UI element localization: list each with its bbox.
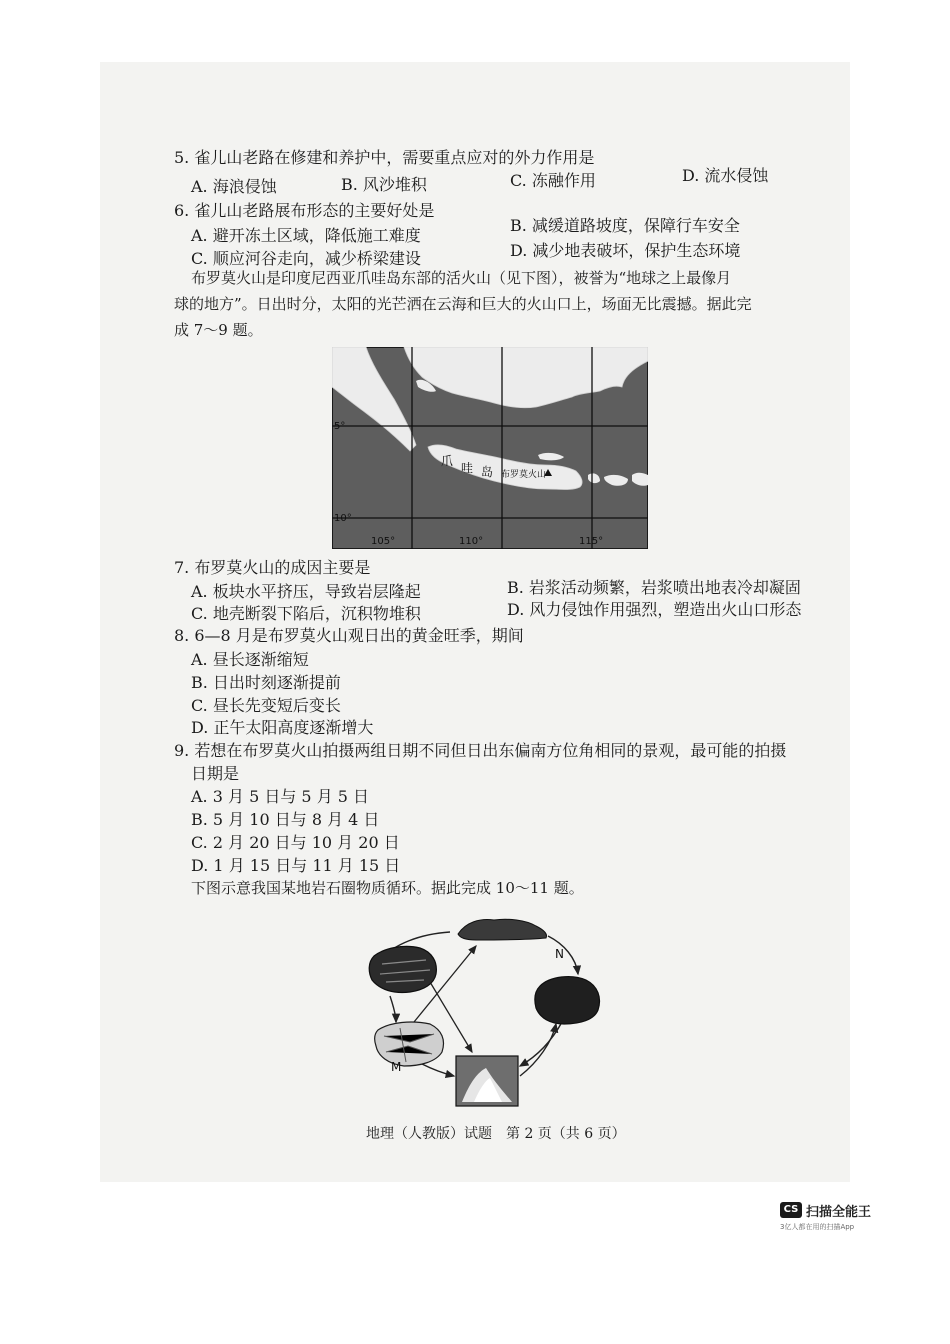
q7-option-a: A. 板块水平挤压，导致岩层隆起 [191, 582, 421, 601]
q9-stem-line2: 日期是 [191, 764, 240, 783]
arrow-m-to-magma [422, 1064, 454, 1076]
q5-option-c: C. 冻融作用 [510, 171, 596, 190]
q5-option-b: B. 风沙堆积 [341, 175, 427, 194]
q6-option-a: A. 避开冻土区域，降低施工难度 [191, 226, 421, 245]
map-lat-10-label: 10° [334, 513, 352, 524]
q5-option-d: D. 流水侵蚀 [682, 166, 769, 185]
camscanner-tagline: 3亿人都在用的扫描App [780, 1223, 855, 1231]
arrow-right-to-magma [520, 1022, 562, 1066]
q7-option-c: C. 地壳断裂下陷后，沉积物堆积 [191, 604, 421, 623]
q6-option-b: B. 减缓道路坡度，保障行车安全 [510, 216, 740, 235]
arrow-left-to-m [390, 996, 396, 1022]
camscanner-name: 扫描全能王 [806, 1205, 872, 1220]
igneous-rock [535, 977, 600, 1024]
cycle-label-n: N [555, 947, 564, 961]
sediment-rock [458, 919, 547, 940]
sedimentary-rock [369, 946, 436, 992]
camscanner-logo-icon: CS [780, 1202, 802, 1218]
rock-cycle-diagram [350, 912, 620, 1110]
map-lon-115-label: 115° [579, 536, 604, 547]
q8-option-a: A. 昼长逐渐缩短 [191, 650, 309, 669]
passage2: 下图示意我国某地岩石圈物质循环。据此完成 10～11 题。 [191, 879, 584, 897]
q7-option-b: B. 岩浆活动频繁，岩浆喷出地表冷却凝固 [507, 578, 801, 597]
metamorphic-rock [375, 1022, 444, 1066]
map-island-char-3: 岛 [481, 465, 494, 479]
map-lon-105-label: 105° [371, 536, 396, 547]
q7-option-d: D. 风力侵蚀作用强烈，塑造出火山口形态 [507, 600, 802, 619]
q8-stem: 8. 6—8 月是布罗莫火山观日出的黄金旺季，期间 [174, 626, 524, 645]
arrow-magma-to-right [520, 1024, 556, 1076]
cycle-label-m: M [391, 1060, 402, 1074]
passage1-line3: 成 7～9 题。 [174, 321, 263, 339]
map-lon-110-label: 110° [459, 536, 484, 547]
map-island-char-1: 爪 [441, 454, 454, 468]
map-lat-5-label: 5° [334, 421, 346, 432]
q5-stem: 5. 雀儿山老路在修建和养护中，需要重点应对的外力作用是 [174, 148, 595, 167]
page-footer: 地理（人教版）试题 第 2 页（共 6 页） [366, 1126, 626, 1142]
q6-stem: 6. 雀儿山老路展布形态的主要好处是 [174, 201, 435, 220]
q6-option-d: D. 减少地表破坏，保护生态环境 [510, 241, 741, 260]
q8-option-d: D. 正午太阳高度逐渐增大 [191, 718, 374, 737]
q6-option-c: C. 顺应河谷走向，减少桥梁建设 [191, 249, 421, 268]
q5-option-a: A. 海浪侵蚀 [191, 177, 277, 196]
map-island-char-2: 哇 [461, 461, 474, 475]
q9-option-c: C. 2 月 20 日与 10 月 20 日 [191, 833, 400, 852]
q9-stem-line1: 9. 若想在布罗莫火山拍摄两组日期不同但日出东偏南方位角相同的景观，最可能的拍摄 [174, 741, 787, 760]
q9-option-d: D. 1 月 15 日与 11 月 15 日 [191, 856, 401, 875]
q7-stem: 7. 布罗莫火山的成因主要是 [174, 558, 371, 577]
passage1-line1: 布罗莫火山是印度尼西亚爪哇岛东部的活火山（见下图），被誉为“地球之上最像月 [191, 269, 732, 287]
q9-option-a: A. 3 月 5 日与 5 月 5 日 [191, 787, 370, 806]
passage1-line2: 球的地方”。日出时分，太阳的光芒洒在云海和巨大的火山口上，场面无比震撼。据此完 [174, 295, 752, 313]
q8-option-c: C. 昼长先变短后变长 [191, 696, 341, 715]
q8-option-b: B. 日出时刻逐渐提前 [191, 673, 341, 692]
q9-option-b: B. 5 月 10 日与 8 月 4 日 [191, 810, 380, 829]
java-map [332, 347, 648, 549]
map-volcano-label: 布罗莫火山 [501, 470, 547, 480]
